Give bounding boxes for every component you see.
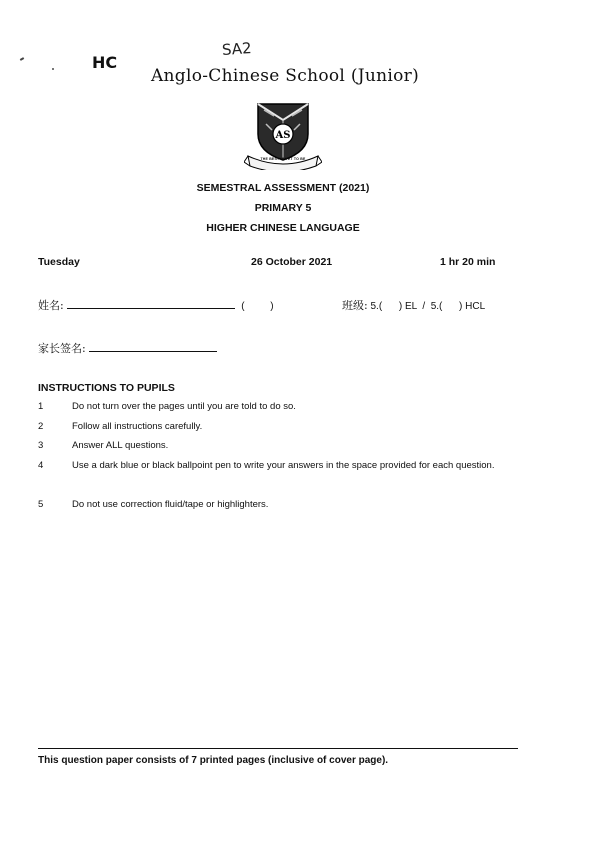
instruction-text: Do not turn over the pages until you are told to do so.: [72, 401, 296, 412]
exam-day: Tuesday: [38, 256, 80, 268]
class-field[interactable]: 5.( ) EL / 5.( ) HCL: [370, 301, 486, 312]
school-name: Anglo-Chinese School (Junior): [150, 66, 420, 86]
svg-text:AS: AS: [275, 130, 291, 141]
instruction-number: 2: [38, 421, 44, 432]
footer-rule: [38, 748, 518, 749]
instruction-number: 5: [38, 499, 44, 510]
handwritten-note-hc: HC: [92, 53, 118, 72]
instruction-text: Do not use correction fluid/tape or highlighters.: [72, 499, 269, 510]
instructions-title: INSTRUCTIONS TO PUPILS: [38, 382, 175, 394]
exam-subject: HIGHER CHINESE LANGUAGE: [206, 222, 360, 234]
school-crest: [244, 100, 322, 170]
footer-page-count: This question paper consists of 7 printed pages (inclusive of cover page).: [38, 755, 389, 766]
instruction-text: Answer ALL questions.: [72, 440, 169, 451]
handwritten-note-sa2: SA2: [221, 38, 253, 60]
index-paren-close: ): [270, 301, 274, 312]
class-label: 班级:: [342, 299, 368, 312]
name-field[interactable]: [67, 298, 235, 309]
instruction-text: Use a dark blue or black ballpoint pen to write your answers in the space provided for each question.: [72, 460, 495, 471]
class-row: [342, 297, 485, 313]
instruction-number: 4: [38, 460, 44, 471]
instruction-text: Follow all instructions carefully.: [72, 421, 203, 432]
parent-signature-field[interactable]: [89, 341, 217, 352]
exam-date: 26 October 2021: [251, 256, 333, 268]
index-paren-open: (: [241, 301, 245, 312]
exam-level: PRIMARY 5: [254, 202, 312, 214]
parent-signature-row: [38, 340, 217, 356]
parent-signature-label: 家长签名:: [38, 342, 86, 355]
exam-duration: 1 hr 20 min: [440, 256, 496, 268]
exam-title: SEMESTRAL ASSESSMENT (2021): [196, 182, 370, 194]
crest-banner-text: THE BEST IS YET TO BE: [260, 157, 306, 161]
name-label: 姓名:: [38, 299, 64, 312]
scan-mark: [20, 57, 24, 61]
instruction-number: 1: [38, 401, 44, 412]
instruction-number: 3: [38, 440, 44, 451]
